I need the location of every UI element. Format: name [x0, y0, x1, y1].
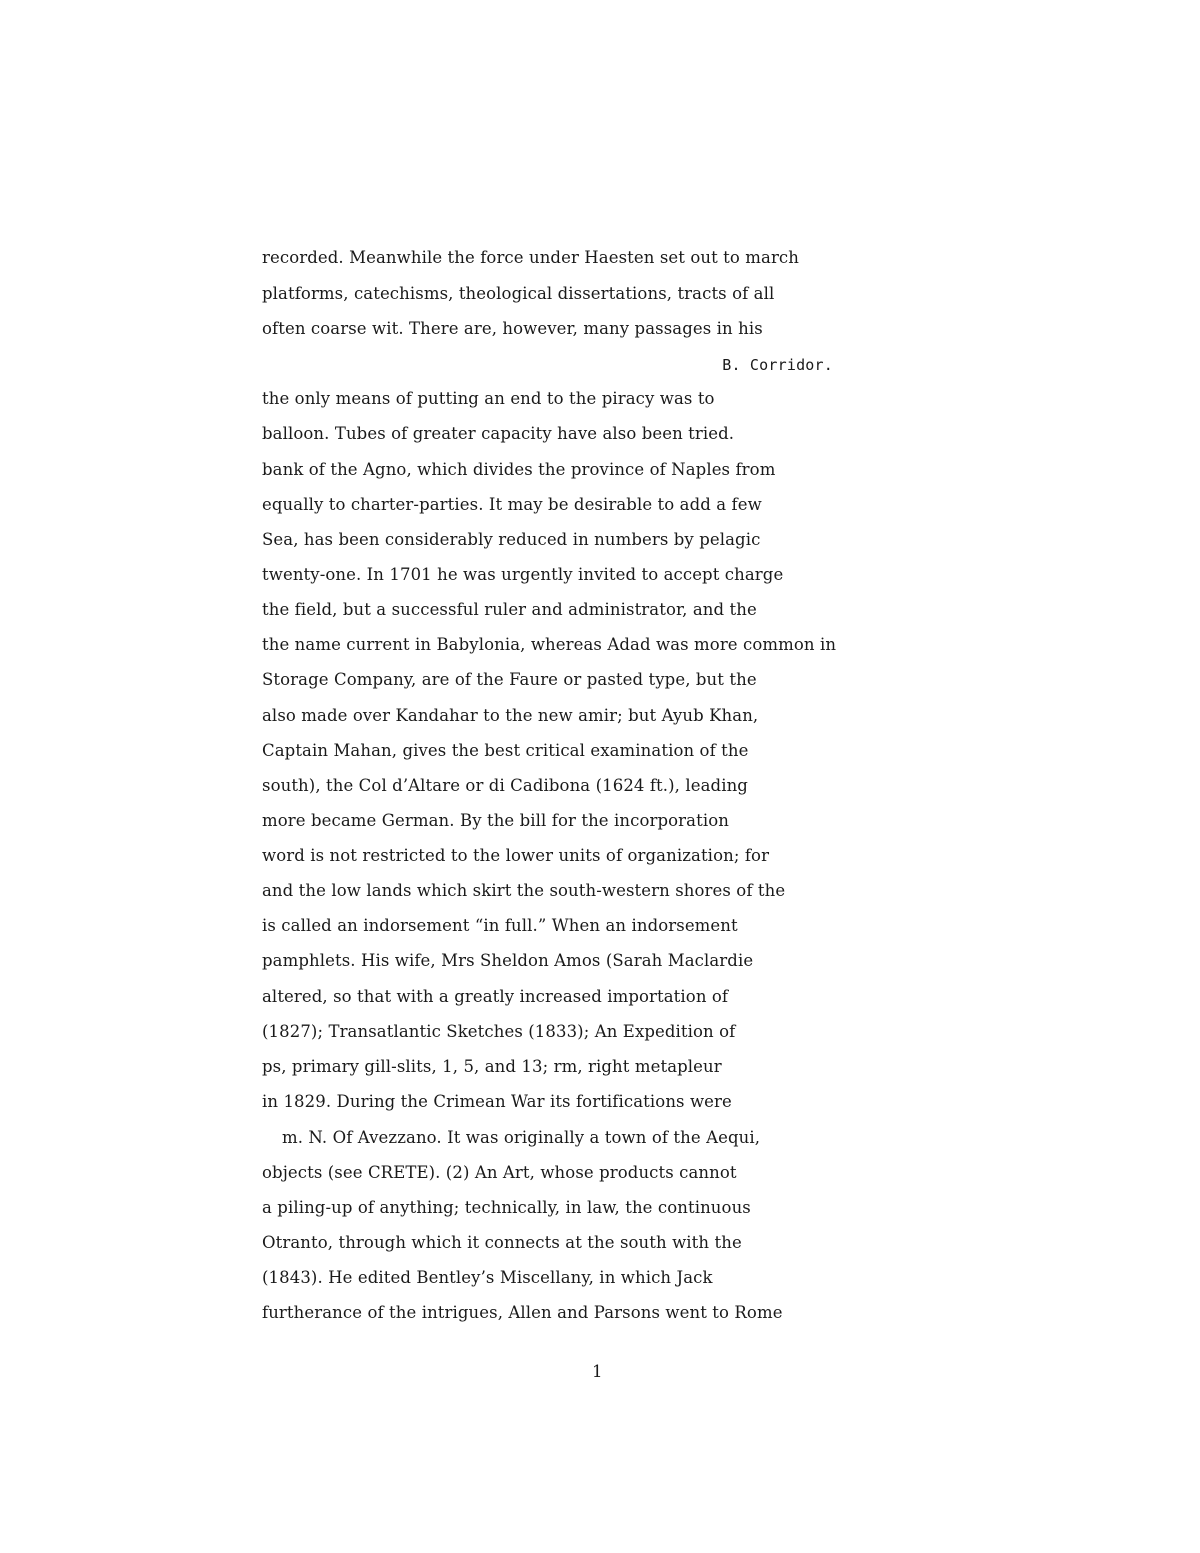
text-line: often coarse wit. There are, however, many passages in his — [262, 319, 763, 338]
text-line: recorded. Meanwhile the force under Haesten set out to march — [262, 248, 800, 267]
page-number: 1 — [592, 1362, 603, 1381]
text-line: balloon. Tubes of greater capacity have also been tried. — [262, 424, 735, 443]
text-line: Sea, has been considerably reduced in numbers by pelagic — [262, 530, 761, 549]
text-line: (1827); Transatlantic Sketches (1833); An Expedition of — [262, 1022, 736, 1041]
text-line: Storage Company, are of the Faure or pasted type, but the — [262, 670, 757, 689]
text-line: Otranto, through which it connects at the south with the — [262, 1233, 742, 1252]
text-line: also made over Kandahar to the new amir; but Ayub Khan, — [262, 706, 759, 725]
text-line: bank of the Agno, which divides the province of Naples from — [262, 460, 776, 479]
text-line: Captain Mahan, gives the best critical examination of the — [262, 741, 749, 760]
text-line: ps, primary gill-slits, 1, 5, and 13; rm, right metapleur — [262, 1057, 722, 1076]
text-line: a piling-up of anything; technically, in law, the continuous — [262, 1198, 751, 1217]
text-line: (1843). He edited Bentley’s Miscellany, in which Jack — [262, 1268, 713, 1287]
text-line: the field, but a successful ruler and administrator, and the — [262, 600, 757, 619]
text-line: the only means of putting an end to the piracy was to — [262, 389, 715, 408]
text-line: in 1829. During the Crimean War its fortifications were — [262, 1092, 732, 1111]
text-line: twenty-one. In 1701 he was urgently invited to accept charge — [262, 565, 784, 584]
text-line: word is not restricted to the lower units of organization; for — [262, 846, 770, 865]
text-line: pamphlets. His wife, Mrs Sheldon Amos (Sarah Maclardie — [262, 951, 754, 970]
text-line: the name current in Babylonia, whereas Adad was more common in — [262, 635, 837, 654]
text-line: and the low lands which skirt the south-western shores of the — [262, 881, 786, 900]
text-line: altered, so that with a greatly increased importation of — [262, 987, 729, 1006]
section-heading: B. Corridor. — [722, 356, 833, 374]
text-line: furtherance of the intrigues, Allen and Parsons went to Rome — [262, 1303, 783, 1322]
text-line: equally to charter-parties. It may be desirable to add a few — [262, 495, 762, 514]
text-line: south), the Col d’Altare or di Cadibona (1624 ft.), leading — [262, 776, 748, 795]
text-line: platforms, catechisms, theological dissertations, tracts of all — [262, 284, 775, 303]
text-line: m. N. Of Avezzano. It was originally a town of the Aequi, — [282, 1128, 761, 1147]
text-line: more became German. By the bill for the incorporation — [262, 811, 729, 830]
text-line: objects (see CRETE). (2) An Art, whose products cannot — [262, 1163, 737, 1182]
text-line: is called an indorsement “in full.” When an indorsement — [262, 916, 738, 935]
